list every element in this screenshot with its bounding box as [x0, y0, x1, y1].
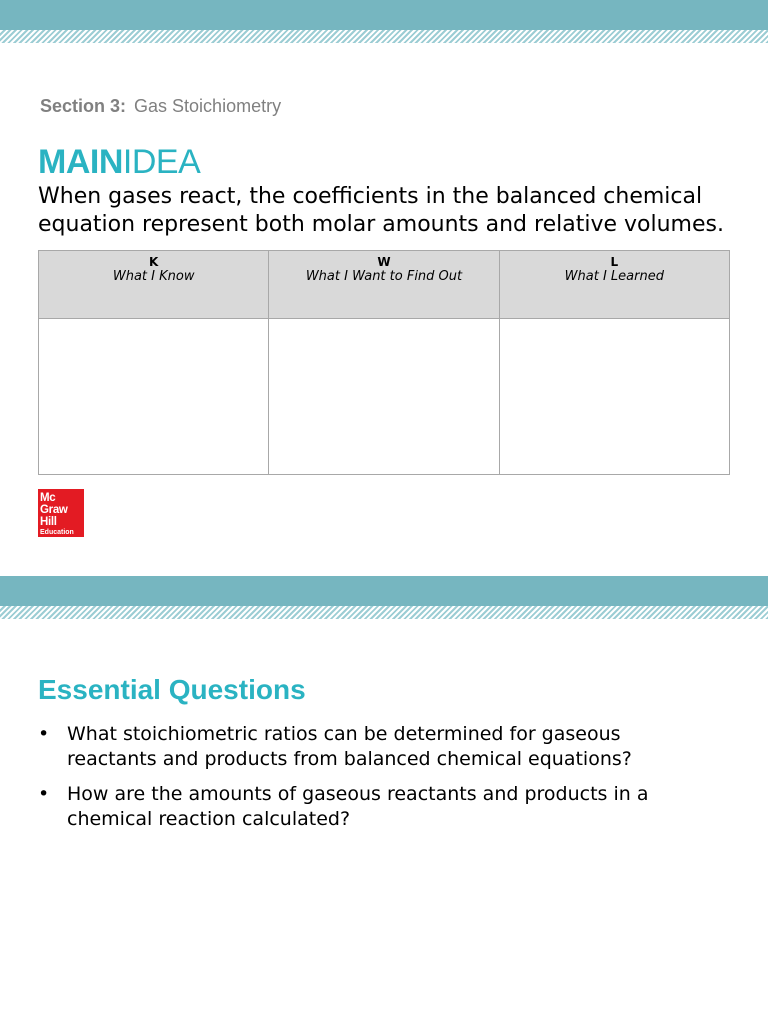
kwl-header-learned — [499, 251, 729, 319]
kwl-label-want: What I Want to Find Out — [305, 269, 463, 284]
kwl-letter-k: K — [149, 255, 159, 269]
slide-essential-questions — [0, 576, 768, 1024]
mcgraw-hill-logo: Mc Graw Hill Education — [38, 489, 84, 537]
section-heading — [40, 96, 281, 117]
section-label: Section 3: — [40, 96, 127, 116]
kwl-cell-learned[interactable] — [499, 319, 729, 475]
question-text: What stoichiometric ratios can be determined for gaseous reactants and products from balanced chemical equations? — [67, 723, 632, 770]
header-band-pattern — [0, 606, 768, 619]
header-band — [0, 576, 768, 606]
kwl-cell-know[interactable] — [39, 319, 269, 475]
kwl-letter-l: L — [610, 255, 619, 269]
header-band-pattern — [0, 30, 768, 43]
main-idea-text: When gases react, the coefficients in the balanced chemical equation represent both molar amounts and relative volumes. — [38, 184, 724, 237]
list-item — [38, 782, 698, 832]
essential-questions-title: Essential Questions — [38, 674, 306, 705]
main-idea-logo: MAINIDEA — [38, 143, 201, 181]
essential-questions-list — [38, 722, 698, 842]
bullet-icon: • — [38, 783, 50, 805]
question-text: How are the amounts of gaseous reactants and products in a chemical reaction calculated? — [67, 783, 649, 830]
list-item — [38, 722, 698, 772]
kwl-label-learned: What I Learned — [564, 269, 664, 284]
kwl-label-know: What I Know — [112, 269, 195, 284]
kwl-header-know — [39, 251, 269, 319]
header-band — [0, 0, 768, 30]
kwl-cell-want[interactable] — [269, 319, 499, 475]
kwl-header-want — [269, 251, 499, 319]
section-title: Gas Stoichiometry — [134, 96, 282, 116]
kwl-chart — [38, 250, 730, 475]
bullet-icon: • — [38, 723, 50, 745]
kwl-letter-w: W — [377, 255, 391, 269]
